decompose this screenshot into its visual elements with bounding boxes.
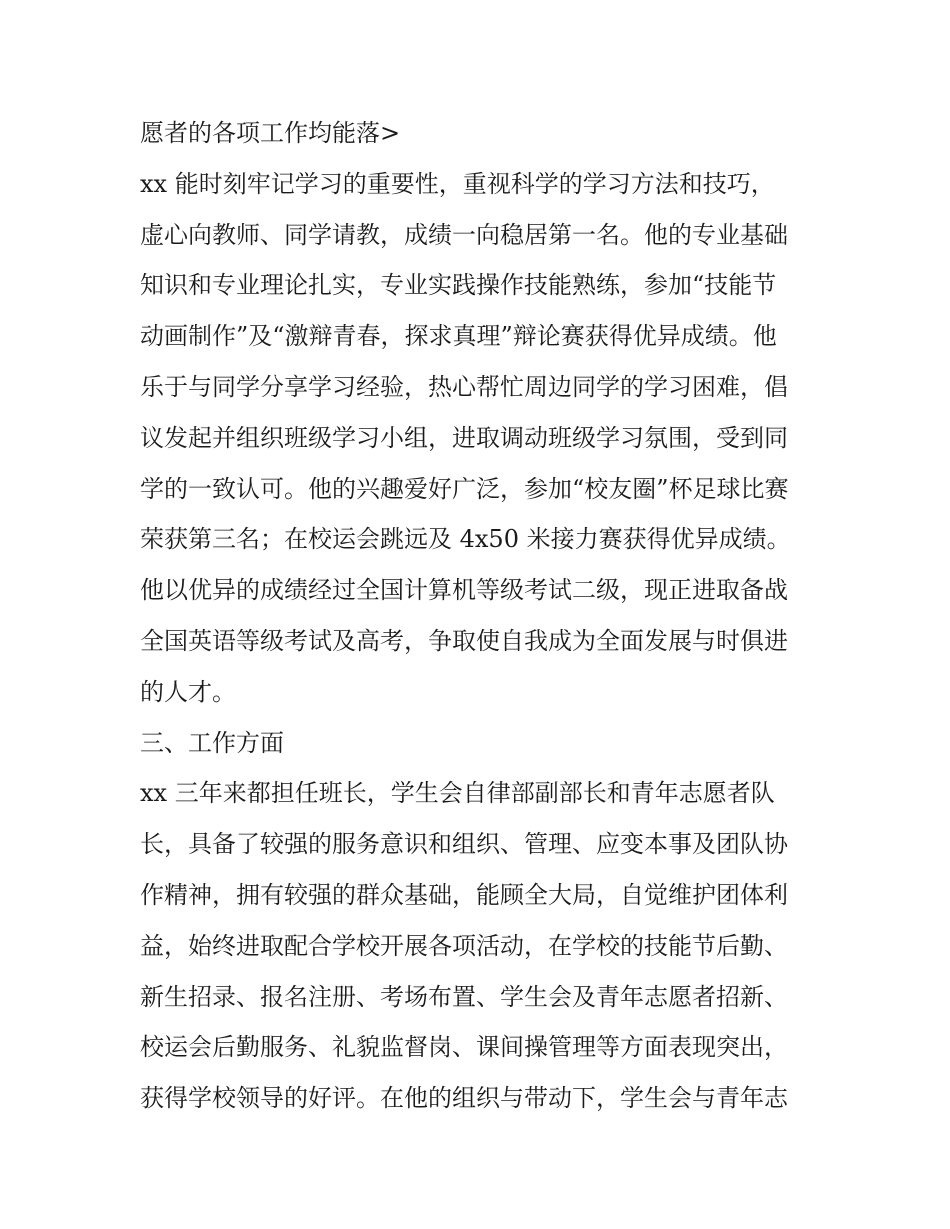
text-line: 虚心向教师、同学请教，成绩一向稳居第一名。他的专业基础 <box>140 220 788 249</box>
text-line: 动画制作”及“激辩青春，探求真理”辩论赛获得优异成绩。他 <box>140 322 777 351</box>
text-line: 乐于与同学分享学习经验，热心帮忙周边同学的学习困难，倡 <box>140 372 788 401</box>
section-heading: 三、工作方面 <box>140 728 284 757</box>
text-line: 作精神，拥有较强的群众基础，能顾全大局，自觉维护团体利 <box>140 880 788 909</box>
text-line: 全国英语等级考试及高考，争取使自我成为全面发展与时俱进 <box>140 626 788 655</box>
document-body <box>140 108 820 1124</box>
text-line: 荣获第三名；在校运会跳远及 4x50 米接力赛获得优异成绩。 <box>140 525 791 554</box>
text-line: 知识和专业理论扎实，专业实践操作技能熟练，参加“技能节 <box>140 271 777 300</box>
text-line: 益，始终进取配合学校开展各项活动，在学校的技能节后勤、 <box>140 931 788 960</box>
text-line: 的人才。 <box>140 677 236 706</box>
text-line: 议发起并组织班级学习小组，进取调动班级学习氛围，受到同 <box>140 423 788 452</box>
text-line: 愿者的各项工作均能落> <box>140 119 401 147</box>
text-line: 他以优异的成绩经过全国计算机等级考试二级，现正进取备战 <box>140 576 788 605</box>
text-line: xx 三年来都担任班长，学生会自律部副部长和青年志愿者队 <box>140 779 775 808</box>
text-line: 学的一致认可。他的兴趣爱好广泛，参加“校友圈”杯足球比赛 <box>140 474 789 503</box>
text-line: 校运会后勤服务、礼貌监督岗、课间操管理等方面表现突出， <box>140 1033 788 1062</box>
text-line: xx 能时刻牢记学习的重要性，重视科学的学习方法和技巧， <box>140 169 775 198</box>
text-line: 新生招录、报名注册、考场布置、学生会及青年志愿者招新、 <box>140 982 788 1011</box>
text-line: 长，具备了较强的服务意识和组织、管理、应变本事及团队协 <box>140 830 788 859</box>
text-line: 获得学校领导的好评。在他的组织与带动下，学生会与青年志 <box>140 1084 788 1113</box>
